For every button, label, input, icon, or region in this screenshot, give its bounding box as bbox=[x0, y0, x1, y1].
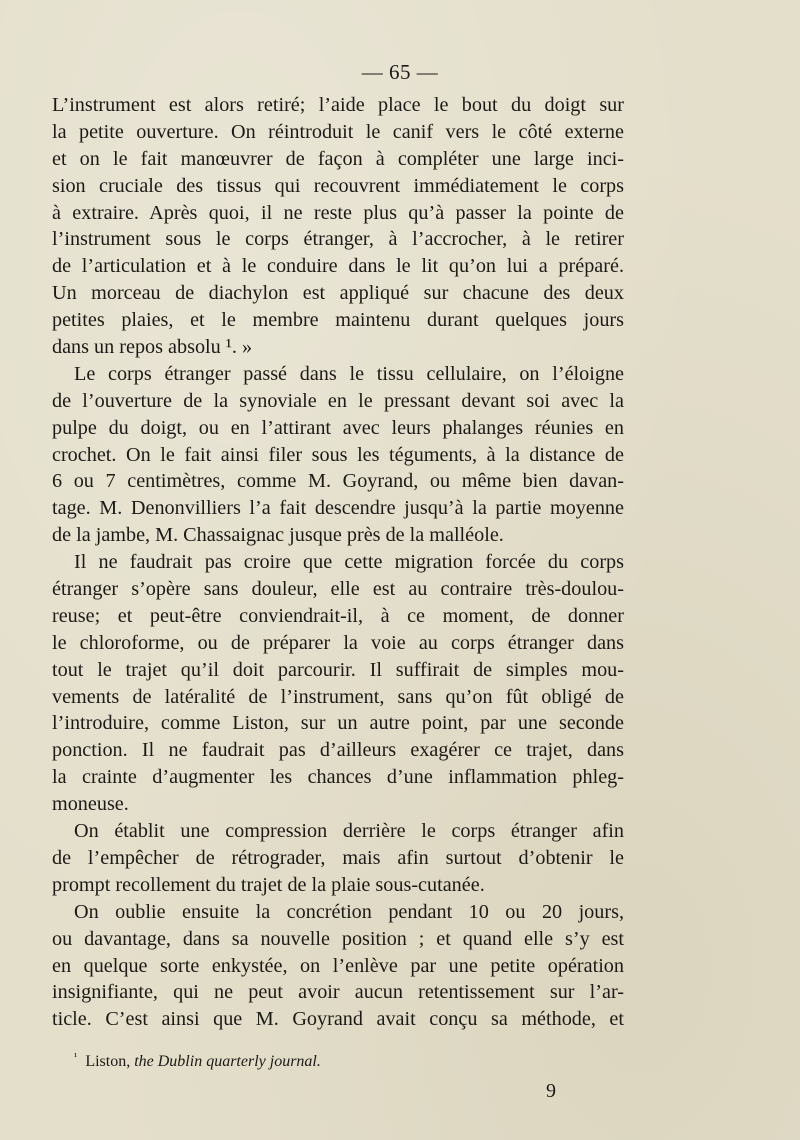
text-line: dans un repos absolu ¹. » bbox=[52, 336, 253, 359]
paragraph bbox=[52, 549, 624, 818]
paragraph bbox=[52, 818, 624, 899]
text-line: vements de latéralité de l’instrument, sans qu’on fût obligé de bbox=[52, 685, 624, 708]
text-line: pulpe du doigt, ou en l’attirant avec leurs phalanges réunies en bbox=[52, 416, 624, 439]
text-line: la petite ouverture. On réintroduit le canif vers le côté externe bbox=[52, 120, 624, 143]
text-line: l’instrument sous le corps étranger, à l’accrocher, à le retirer bbox=[52, 228, 624, 251]
text-line: moneuse. bbox=[52, 793, 129, 816]
text-line: de la jambe, M. Chassaignac jusque près de la malléole. bbox=[52, 524, 504, 547]
text-line: à extraire. Après quoi, il ne reste plus qu’à passer la pointe de bbox=[52, 201, 624, 224]
text-line: et on le fait manœuvrer de façon à compléter une large inci- bbox=[52, 147, 624, 170]
text-line: On oublie ensuite la concrétion pendant 10 ou 20 jours, bbox=[74, 900, 624, 923]
text-line: ponction. Il ne faudrait pas d’ailleurs exagérer ce trajet, dans bbox=[52, 739, 624, 762]
text-line: Un morceau de diachylon est appliqué sur chacune des deux bbox=[52, 282, 624, 305]
footnote-number: ¹ bbox=[74, 1050, 78, 1063]
text-line: reuse; et peut-être conviendrait-il, à ce moment, de donner bbox=[52, 604, 624, 627]
text-line: de l’articulation et à le conduire dans le lit qu’on lui a préparé. bbox=[52, 255, 624, 278]
text-line: 6 ou 7 centimètres, comme M. Goyrand, ou même bien davan- bbox=[52, 470, 624, 493]
text-line: l’introduire, comme Liston, sur un autre point, par une seconde bbox=[52, 712, 624, 735]
text-line: ticle. C’est ainsi que M. Goyrand avait conçu sa méthode, et bbox=[52, 1008, 624, 1031]
text-line: On établit une compression derrière le corps étranger afin bbox=[74, 820, 624, 843]
paragraph bbox=[52, 361, 624, 549]
text-line: en quelque sorte enkystée, on l’enlève par une petite opération bbox=[52, 954, 624, 977]
page-number: — 65 — bbox=[361, 60, 439, 84]
text-line: étranger s’opère sans douleur, elle est au contraire très-doulou- bbox=[52, 578, 624, 601]
paragraph bbox=[52, 92, 624, 361]
text-line: le chloroforme, ou de préparer la voie au corps étranger dans bbox=[52, 631, 624, 654]
text-line: Le corps étranger passé dans le tissu cellulaire, on l’éloigne bbox=[74, 362, 624, 385]
text-line: de l’empêcher de rétrograder, mais afin surtout d’obtenir le bbox=[52, 846, 624, 869]
text-line: ou davantage, dans sa nouvelle position ; et quand elle s’y est bbox=[52, 927, 624, 950]
text-line: de l’ouverture de la synoviale en le pressant devant soi avec la bbox=[52, 389, 624, 412]
text-line: prompt recollement du trajet de la plaie sous-cutanée. bbox=[52, 873, 485, 896]
text-line: crochet. On le fait ainsi filer sous les téguments, à la distance de bbox=[52, 443, 624, 466]
text-line: tage. M. Denonvilliers l’a fait descendre jusqu’à la partie moyenne bbox=[52, 497, 624, 520]
text-line: L’instrument est alors retiré; l’aide place le bout du doigt sur bbox=[52, 94, 624, 116]
footnote bbox=[74, 1050, 321, 1071]
text-line: petites plaies, et le membre maintenu durant quelques jours bbox=[52, 309, 624, 332]
signature-mark: 9 bbox=[546, 1080, 556, 1102]
body-text bbox=[52, 92, 624, 1033]
text-line: sion cruciale des tissus qui recouvrent immédiatement le corps bbox=[52, 174, 624, 197]
text-line: tout le trajet qu’il doit parcourir. Il suffirait de simples mou- bbox=[52, 658, 624, 681]
paragraph bbox=[52, 899, 624, 1033]
footnote-title: the Dublin quarterly journal. bbox=[134, 1053, 321, 1070]
text-line: la crainte d’augmenter les chances d’une inflammation phleg- bbox=[52, 766, 624, 789]
text-line: Il ne faudrait pas croire que cette migration forcée du corps bbox=[74, 551, 624, 574]
footnote-author: Liston, bbox=[85, 1053, 131, 1070]
text-line: insignifiante, qui ne peut avoir aucun retentissement sur l’ar- bbox=[52, 981, 624, 1004]
